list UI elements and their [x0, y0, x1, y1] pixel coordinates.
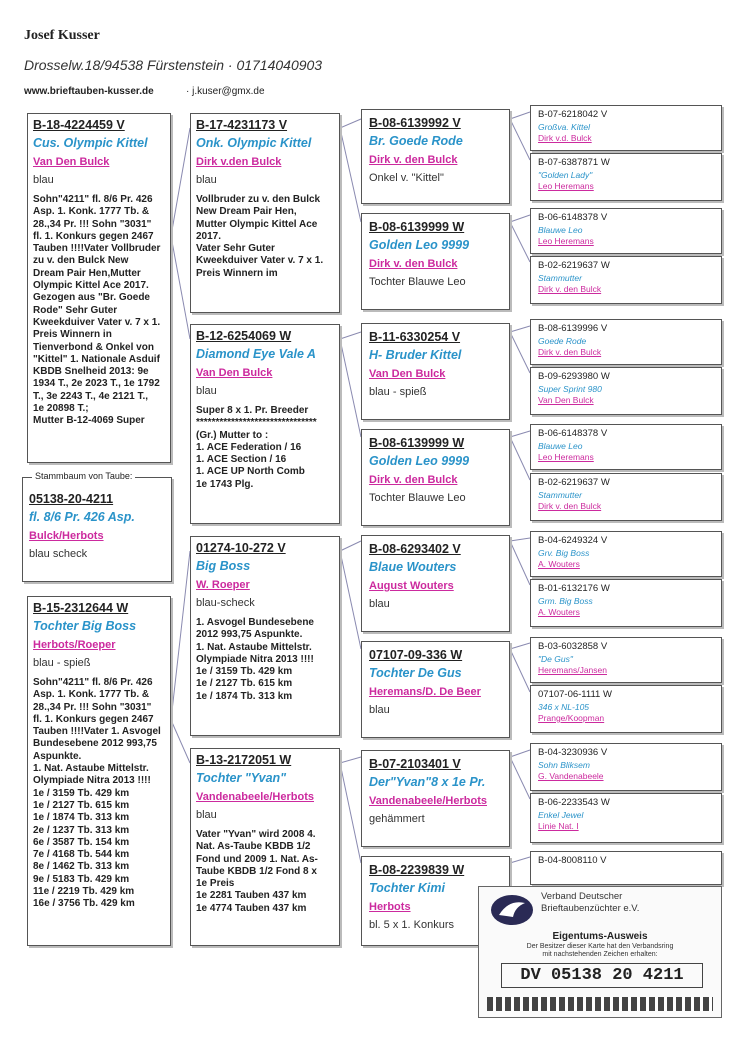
gggp-breeder: Linie Nat. I	[538, 821, 579, 831]
ggp-breeder: Vandenabeele/Herbots	[369, 795, 487, 807]
ggp-color: Onkel v. "Kittel"	[369, 172, 444, 184]
gggp-ring: B-04-6249324 V	[538, 535, 608, 546]
grandparent-description: Super 8 x 1. Pr. Breeder ******************************* (Gr.) Mutter to : 1. ACE Federation / 16 1. ACE Section / 16 1. ACE UP North Comb 1e 1743 Plg.	[196, 405, 317, 490]
card-org-line2: Brieftaubenzüchter e.V.	[541, 903, 640, 914]
gggp-box[interactable]	[530, 793, 722, 843]
gggp-box[interactable]	[530, 579, 722, 627]
great-grandparent-box[interactable]	[361, 535, 510, 632]
dove-logo-icon	[489, 893, 535, 927]
ggp-name: Der"Yvan"8 x 1e Pr.	[369, 775, 486, 789]
gggp-breeder: G. Vandenabeele	[538, 771, 604, 781]
gggp-breeder: Leo Heremans	[538, 452, 594, 462]
grandparent-description: Vater "Yvan" wird 2008 4. Nat. As-Taube KBDB 1/2 Fond und 2009 1. Nat. As- Taube KBDB 1/2 Fond 8 x 1e Preis 1e 2281 Tauben 437 km 1e 4774 Tauben 437 km	[196, 829, 318, 914]
gggp-name: Grv. Big Boss	[538, 548, 590, 558]
dam-breeder: Herbots/Roeper	[33, 639, 116, 651]
gggp-box[interactable]	[530, 256, 722, 304]
grandparent-ring: B-12-6254069 W	[196, 329, 292, 343]
gggp-ring: B-04-8008110 V	[538, 855, 607, 866]
ggp-ring: B-08-6293402 V	[369, 542, 461, 556]
ggp-name: Tochter Kimi	[369, 881, 445, 895]
gggp-ring: B-08-6139996 V	[538, 323, 608, 334]
ggp-name: Golden Leo 9999	[369, 454, 470, 468]
gggp-breeder: Heremans/Jansen	[538, 665, 607, 675]
ggp-ring: B-08-6139992 V	[369, 116, 461, 130]
grandparent-ring: B-13-2172051 W	[196, 753, 292, 767]
gggp-name: Stammutter	[538, 490, 582, 500]
card-org-line1: Verband Deutscher	[541, 891, 623, 902]
gggp-breeder: Dirk v.d. Bulck	[538, 133, 592, 143]
gggp-ring: B-06-2233543 W	[538, 797, 610, 808]
grandparent-breeder: Van Den Bulck	[196, 367, 273, 379]
grandparent-description: Vollbruder zu v. den Bulck New Dream Pair Hen, Mutter Olympic Kittel Ace 2017. Vater Sehr Guter Kweekduiver Vater v. 7 x 1. Preis Winnern im	[196, 194, 324, 279]
granddam-maternal-box[interactable]	[190, 748, 340, 946]
ggp-breeder: August Wouters	[369, 580, 454, 592]
grandparent-ring: 01274-10-272 V	[196, 541, 286, 555]
gggp-breeder: Prange/Koopman	[538, 713, 605, 723]
dam-color: blau - spieß	[33, 657, 91, 669]
sire-description: Sohn"4211" fl. 8/6 Pr. 426 Asp. 1. Konk. 1777 Tb. & 28.,34 Pr. !!! Sohn "3031" fl. 1. Konkurs gegen 2467 Tauben !!!!Vater Vollbruder zu v. den Bulck New Dream Pair Hen,Mutter Olympic Kittel Ace 2017. Gezogen aus "Br. Goede Rode" Sehr Guter Kweekduiver Vater v. 7 x 1. Preis Winnern in Tienverbond & Onkel von "Kittel" 1. Nationale Asduif KBDB Snelheid 2013: 9e 1934 T., 2e 2023 T., 1e 1792 T., 3e 2243 T., 4e 2121 T., 1e 20898 T.; Mutter B-12-4069 Super	[33, 194, 161, 427]
sire-box[interactable]	[27, 113, 171, 463]
grandsire-paternal-box[interactable]	[190, 113, 340, 313]
grandparent-name: Big Boss	[196, 559, 251, 573]
gggp-box[interactable]	[530, 105, 722, 151]
gggp-name: Sohn Bliksem	[538, 760, 590, 770]
gggp-box[interactable]	[530, 531, 722, 577]
gggp-name: 346 x NL-105	[538, 702, 590, 712]
gggp-ring: B-07-6387871 W	[538, 157, 610, 168]
gggp-name: Goede Rode	[538, 336, 587, 346]
grandparent-ring: B-17-4231173 V	[196, 118, 288, 132]
ownership-card	[478, 886, 722, 1018]
card-heading: Eigentums-Ausweis	[552, 931, 648, 942]
gggp-breeder: Dirk v. den Bulck	[538, 284, 602, 294]
website-link[interactable]: www.brieftauben-kusser.de	[24, 86, 154, 97]
gggp-box[interactable]	[530, 367, 722, 415]
card-text: Der Besitzer dieser Karte hat den Verbandsring mit nachstehenden Zeichen erhalten:	[526, 943, 674, 958]
gggp-ring: B-04-3230936 V	[538, 747, 608, 758]
grandparent-breeder: Dirk v.den Bulck	[196, 156, 282, 168]
grandparent-color: blau	[196, 385, 217, 397]
gggp-breeder: Leo Heremans	[538, 181, 594, 191]
sire-ring: B-18-4224459 V	[33, 118, 125, 132]
great-grandparent-box[interactable]	[361, 641, 510, 738]
stammbaum-label: Stammbaum von Taube:	[32, 471, 135, 481]
ggp-breeder: Dirk v. den Bulck	[369, 154, 458, 166]
gggp-breeder: Leo Heremans	[538, 236, 594, 246]
breeder-name: Josef Kusser	[24, 28, 100, 43]
grandsire-maternal-box[interactable]	[190, 536, 340, 736]
gggp-breeder: A. Wouters	[538, 559, 580, 569]
ggp-color: gehämmert	[369, 813, 425, 825]
subject-breeder: Bulck/Herbots	[29, 530, 104, 542]
ggp-breeder: Dirk v. den Bulck	[369, 258, 458, 270]
gggp-ring: B-06-6148378 V	[538, 428, 608, 439]
ggp-color: blau - spieß	[369, 386, 427, 398]
gggp-ring: B-03-6032858 V	[538, 641, 608, 652]
gggp-box[interactable]	[530, 208, 722, 254]
subject-name: fl. 8/6 Pr. 426 Asp.	[29, 510, 135, 524]
gggp-name: "De Gus"	[538, 654, 573, 664]
ggp-color: Tochter Blauwe Leo	[369, 276, 466, 288]
dam-ring: B-15-2312644 W	[33, 601, 129, 615]
ggp-ring: B-08-6139999 W	[369, 220, 465, 234]
gggp-breeder: Dirk v. den Bulck	[538, 501, 602, 511]
ggp-color: blau	[369, 598, 390, 610]
gggp-name: Enkel Jewel	[538, 810, 584, 820]
grandparent-color: blau	[196, 809, 217, 821]
ggp-breeder: Herbots	[369, 901, 411, 913]
great-grandparent-box[interactable]	[361, 429, 510, 526]
gggp-name: Blauwe Leo	[538, 225, 583, 235]
ggp-color: bl. 5 x 1. Konkurs	[369, 919, 454, 931]
ggp-ring: B-08-2239839 W	[369, 863, 465, 877]
gggp-name: "Golden Lady"	[538, 170, 593, 180]
ggp-name: Br. Goede Rode	[369, 134, 463, 148]
great-grandparent-box[interactable]	[361, 323, 510, 420]
great-grandparent-box[interactable]	[361, 109, 510, 204]
ggp-ring: B-11-6330254 V	[369, 330, 461, 344]
gggp-ring: B-02-6219637 W	[538, 260, 610, 271]
gggp-name: Blauwe Leo	[538, 441, 583, 451]
gggp-breeder: Van Den Bulck	[538, 395, 594, 405]
great-grandparent-box[interactable]	[361, 750, 510, 847]
ggp-ring: B-08-6139999 W	[369, 436, 465, 450]
grandparent-name: Onk. Olympic Kittel	[196, 136, 312, 150]
grandparent-description: 1. Asvogel Bundesebene 2012 993,75 Aspunkte. 1. Nat. Astaube Mittelstr. Olympiade Nitra 2013 !!!! 1e / 3159 Tb. 429 km 1e / 2127 Tb. 615 km 1e / 1874 Tb. 313 km	[196, 617, 314, 702]
sire-breeder: Van Den Bulck	[33, 156, 110, 168]
gggp-name: Großva. Kittel	[538, 122, 590, 132]
ggp-color: Tochter Blauwe Leo	[369, 492, 466, 504]
grandparent-breeder: Vandenabeele/Herbots	[196, 791, 314, 803]
gggp-box[interactable]	[530, 685, 722, 733]
ggp-breeder: Heremans/D. De Beer	[369, 686, 481, 698]
grandparent-name: Diamond Eye Vale A	[196, 347, 316, 361]
grandparent-name: Tochter "Yvan"	[196, 771, 287, 785]
gggp-box[interactable]	[530, 851, 722, 885]
breeder-address: Drosselw.18/94538 Fürstenstein · 01714040903	[24, 57, 323, 73]
sire-color: blau	[33, 174, 54, 186]
gggp-ring: 07107-06-1111 W	[538, 689, 612, 700]
card-pattern-strip	[487, 997, 713, 1011]
email-link[interactable]: · j.kuser@gmx.de	[186, 86, 265, 97]
gggp-box[interactable]	[530, 424, 722, 470]
dam-name: Tochter Big Boss	[33, 619, 137, 633]
ggp-ring: B-07-2103401 V	[369, 757, 461, 771]
subject-box[interactable]	[22, 477, 172, 582]
gggp-breeder: Dirk v. den Bulck	[538, 347, 602, 357]
dam-box[interactable]	[27, 596, 171, 946]
gggp-ring: B-07-6218042 V	[538, 109, 608, 120]
gggp-box[interactable]	[530, 743, 722, 791]
gggp-ring: B-06-6148378 V	[538, 212, 608, 223]
ggp-name: H- Bruder Kittel	[369, 348, 462, 362]
gggp-ring: B-01-6132176 W	[538, 583, 610, 594]
gggp-ring: B-02-6219637 W	[538, 477, 610, 488]
ggp-name: Blaue Wouters	[369, 560, 457, 574]
sire-name: Cus. Olympic Kittel	[33, 136, 148, 150]
gggp-box[interactable]	[530, 319, 722, 365]
gggp-box[interactable]	[530, 153, 722, 201]
subject-color: blau scheck	[29, 548, 88, 560]
subject-ring: 05138-20-4211	[29, 492, 114, 506]
great-grandparent-box[interactable]	[361, 213, 510, 310]
granddam-paternal-box[interactable]	[190, 324, 340, 524]
card-ring-number: DV 05138 20 4211	[501, 963, 703, 988]
gggp-name: Super Sprint 980	[538, 384, 602, 394]
grandparent-breeder: W. Roeper	[196, 579, 250, 591]
ggp-name: Tochter De Gus	[369, 666, 462, 680]
ggp-ring: 07107-09-336 W	[369, 648, 463, 662]
grandparent-color: blau-scheck	[196, 597, 255, 609]
gggp-box[interactable]	[530, 473, 722, 521]
gggp-ring: B-09-6293980 W	[538, 371, 610, 382]
gggp-name: Grm. Big Boss	[538, 596, 593, 606]
dam-description: Sohn"4211" fl. 8/6 Pr. 426 Asp. 1. Konk. 1777 Tb. & 28.,34 Pr. !!! Sohn "3031" fl. 1. Konkurs gegen 2467 Tauben !!!!Vater 1. Asvogel Bundesebene 2012 993,75 Aspunkte. 1. Nat. Astaube Mittelstr. Olympiade Nitra 2013 !!!! 1e / 3159 Tb. 429 km 1e / 2127 Tb. 615 km 1e / 1874 Tb. 313 km 2e / 1237 Tb. 313 km 6e / 3587 Tb. 154 km 7e / 4168 Tb. 544 km 8e / 1462 Tb. 313 km 9e / 5183 Tb. 429 km 11e / 2219 Tb. 429 km 16e / 3756 Tb. 429 km	[33, 677, 161, 910]
ggp-name: Golden Leo 9999	[369, 238, 470, 252]
grandparent-color: blau	[196, 174, 217, 186]
ggp-breeder: Van Den Bulck	[369, 368, 446, 380]
ggp-breeder: Dirk v. den Bulck	[369, 474, 458, 486]
gggp-box[interactable]	[530, 637, 722, 683]
gggp-breeder: A. Wouters	[538, 607, 580, 617]
gggp-name: Stammutter	[538, 273, 582, 283]
ggp-color: blau	[369, 704, 390, 716]
